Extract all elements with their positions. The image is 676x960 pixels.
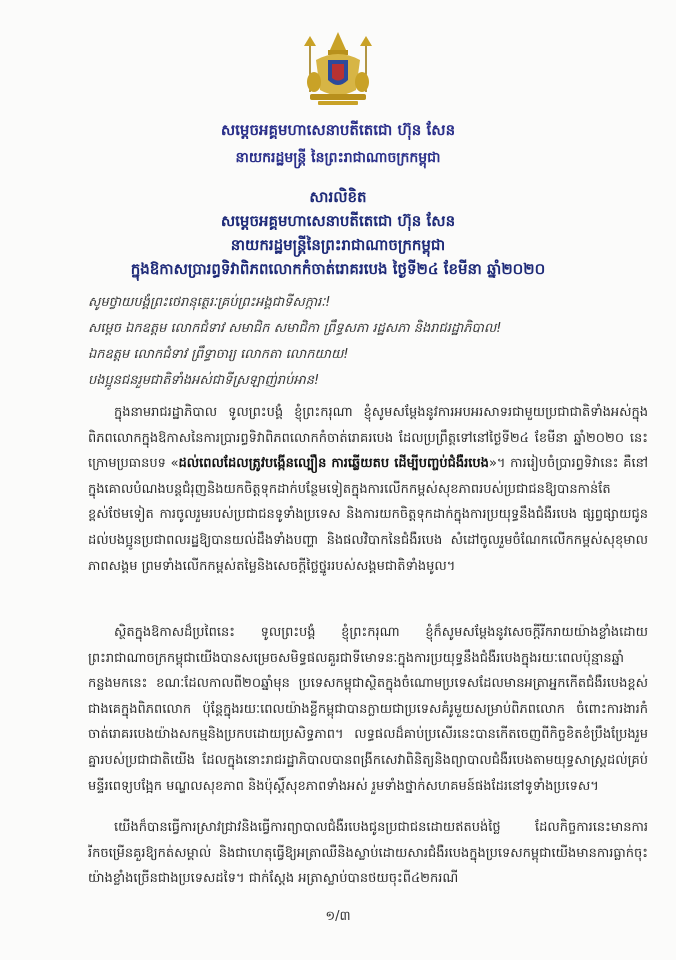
- salutation-line: សូមថ្វាយបង្គំព្រះថេរានុត្ថេរៈគ្រប់ព្រះអង្គជាទីសក្ការៈ!: [88, 295, 331, 310]
- title-occasion: ក្នុងឱកាសប្រារព្ធទិវាពិភពលោកកំចាត់រោគរបេង ថ្ងៃទី២៤ ខែមីនា ឆ្នាំ២០២០: [130, 260, 546, 278]
- title-position: នាយករដ្ឋមន្ត្រីនៃព្រះរាជាណាចក្រកម្ពុជា: [230, 236, 446, 254]
- sender-name: សម្ដេចអគ្គមហាសេនាបតីតេជោ ហ៊ុន សែន: [220, 121, 456, 139]
- title-sender: សម្ដេចអគ្គមហាសេនាបតីតេជោ ហ៊ុន សែន: [220, 212, 456, 230]
- paragraph-text: ស្ថិតក្នុងឱកាសដ៏ប្រពៃនេះ ទូលព្រះបង្គំ ខ្ញុំព្រះករុណា ខ្ញុំក៏សូមសម្ដែងនូវសេចក្ដីរីករាយយ៉ាងខ្លាំងដោយព្រះរាជាណាចក្រកម្ពុជាយើងបានសម្រេចសមិទ្ធផលគួរជាទីមោទនៈក្នុងការប្រយុទ្ធនឹងជំងឺរបេងក្នុងរយៈពេលប៉ុន្មានឆ្នាំកន្លងមកនេះ ខណៈដែលកាលពី២០ឆ្នាំមុន ប្រទេសកម្ពុជាស្ថិតក្នុងចំណោមប្រទេសដែលមានអត្រាអ្នកកើតជំងឺរបេងខ្ពស់ជាងគេក្នុងពិភពលោក ប៉ុន្តែក្នុងរយៈពេលយ៉ាងខ្លីកម្ពុជាបានក្លាយជាប្រទេសគំរូមួយសម្រាប់ពិភពលោក ចំពោះការងារកំចាត់រោគរបេងយ៉ាងសកម្មនិងប្រកបដោយប្រសិទ្ធភាព។ លទ្ធផលដ៏គាប់ប្រសើរនេះបានកើតចេញពីកិច្ចខិតខំប្រឹងប្រែងរួមគ្នារបស់ប្រជាជាតិយើង ដែលក្នុងនោះរាជរដ្ឋាភិបាលបានពង្រីកសេវាពិនិត្យនិងព្យាបាលជំងឺរបេងតាមយុទ្ធសាស្ត្រដល់គ្រប់មន្ទីរពេទ្យបង្អែក មណ្ឌលសុខភាព និងប៉ុស្តិ៍សុខភាពទាំងអស់ រួមទាំងថ្នាក់សហគមន៍ផងដែរនៅទូទាំងប្រទេស។: [88, 625, 648, 794]
- paragraph-text: »។ ការរៀបចំប្រារព្ធទិវានេះ គឺនៅក្នុងគោលបំណងបន្តជំរុញនិងយកចិត្តទុកដាក់បន្ថែមទៀតក្នុងការលើកកម្ពស់សុខភាពរបស់ប្រជាជនឱ្យបានកាន់តែខ្ពស់ថែមទៀត ការចូលរួមរបស់ប្រជាជនទូទាំងប្រទេស និងការយកចិត្តទុកដាក់ក្នុងការប្រយុទ្ធនឹងជំងឺរបេង ផ្សព្វផ្សាយជូនដល់បងប្អូនប្រជាពលរដ្ឋឱ្យបានយល់ដឹងទាំងបញ្ហា និងផលវិបាកនៃជំងឺរបេង សំដៅចូលរួមចំណែកលើកកម្ពស់សុខុមាលភាពសង្គម ព្រមទាំងលើកកម្ពស់តម្លៃនិងសេចក្ដីថ្លៃថ្នូររបស់សង្គមជាតិទាំងមូល។: [88, 456, 648, 574]
- salutation-line: ឯកឧត្តម លោកជំទាវ ព្រឹទ្ធាចារ្យ លោកតា លោកយាយ!: [88, 347, 349, 362]
- salutation-line: បងប្អូនជនរួមជាតិទាំងអស់ជាទីស្រឡាញ់រាប់អាន!: [88, 373, 320, 388]
- document-title: សារលិខិត: [309, 188, 367, 206]
- page-number: ១/៣: [325, 909, 351, 924]
- salutation-line: សម្ដេច ឯកឧត្តម លោកជំទាវ សមាជិក សមាជិកា ព្រឹទ្ធសភា រដ្ឋសភា និងរាជរដ្ឋាភិបាល!: [88, 321, 502, 336]
- body-paragraph-3: [88, 815, 648, 893]
- body-paragraph-1: [88, 400, 648, 605]
- sender-position: នាយករដ្ឋមន្ត្រី នៃព្រះរាជាណាចក្រកម្ពុជា: [235, 150, 441, 166]
- body-paragraph-2: [88, 620, 648, 800]
- paragraph-text: យើងក៏បានធ្វើការស្រាវជ្រាវនិងធ្វើការព្យាបាលជំងឺរបេងជូនប្រជាជនដោយឥតបង់ថ្លៃ ដែលកិច្ចការនេះមានការរីកចម្រើនគួរឱ្យកត់សម្គាល់ និងជាហេតុធ្វើឱ្យអត្រាឈឺនិងស្លាប់ដោយសារជំងឺរបេងក្នុងប្រទេសកម្ពុជាយើងមានការធ្លាក់ចុះយ៉ាងខ្លាំងច្រើនជាងប្រទេសដទៃ។ ជាក់ស្ដែង អត្រាស្លាប់បានថយចុះពី៤២ករណី: [88, 820, 648, 887]
- royal-coat-of-arms-icon: [290, 30, 386, 110]
- theme-text: ដល់ពេលដែលត្រូវបង្កើនល្បឿន ការឆ្លើយតប ដើម្បីបញ្ចប់ជំងឺរបេង: [178, 456, 489, 472]
- paragraph-text: ក្នុងនាមរាជរដ្ឋាភិបាល ទូលព្រះបង្គំ ខ្ញុំព្រះករុណា ខ្ញុំសូមសម្ដែងនូវការអបអរសាទរជាមួយប្រជាជាតិទាំងអស់ក្នុងពិភពលោកក្នុងឱកាសនៃការប្រារព្ធទិវាពិភពលោកកំចាត់រោគរបេង ដែលប្រព្រឹត្តទៅនៅថ្ងៃទី២៤ ខែមីនា ឆ្នាំ២០២០ នេះ ក្រោមប្រធានបទ «: [88, 405, 648, 472]
